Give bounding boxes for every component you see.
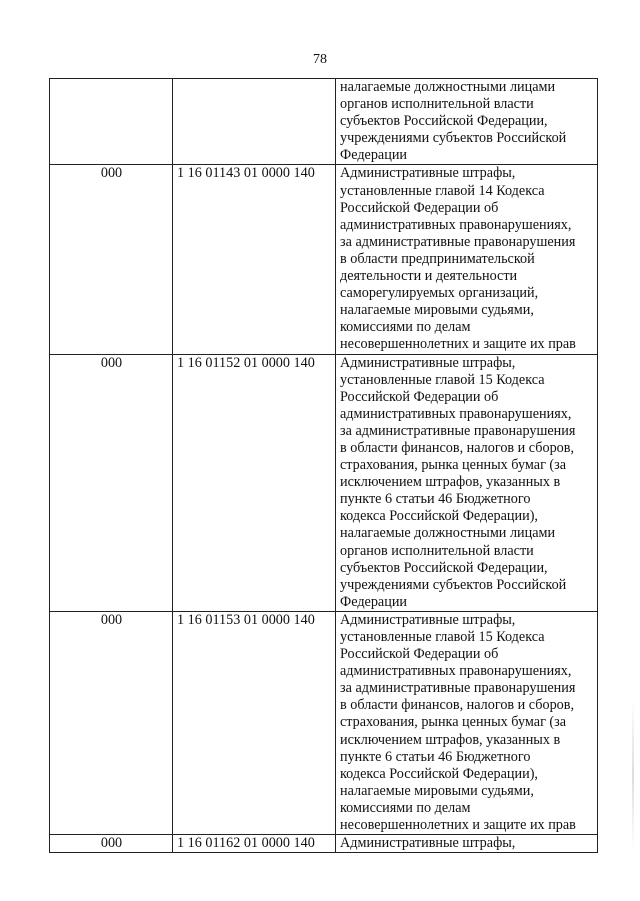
- description-line: страхования, рынка ценных бумаг (за: [340, 714, 567, 731]
- description-line: кодекса Российской Федерации),: [340, 508, 538, 525]
- description-line: налагаемые должностными лицами: [340, 79, 556, 95]
- description-line: налагаемые мировыми судьями,: [340, 782, 534, 799]
- admin-code-cell: 000: [50, 165, 173, 354]
- admin-code-cell: 000: [50, 354, 173, 611]
- description-line: за административные правонарушения: [340, 233, 576, 250]
- description-line: установленные главой 15 Кодекса: [340, 629, 545, 645]
- description-line: несовершеннолетних и защите их прав: [340, 817, 576, 834]
- table-row: [50, 611, 598, 834]
- table-row: [50, 165, 598, 354]
- description-line: административных правонарушениях,: [340, 216, 572, 233]
- table-row: [50, 835, 598, 853]
- description-line: несовершеннолетних и защите их прав: [340, 336, 576, 353]
- description-line: исключением штрафов, указанных в: [340, 474, 561, 491]
- description-line: исключением штрафов, указанных в: [340, 731, 561, 748]
- description-cell: [336, 165, 598, 354]
- kbk-code-cell: 1 16 01143 01 0000 140: [173, 165, 336, 354]
- description-cell: [336, 835, 598, 853]
- page-number: 78: [313, 52, 327, 67]
- description-line: саморегулируемых организаций,: [340, 285, 539, 302]
- description-line: установленные главой 14 Кодекса: [340, 182, 545, 199]
- description-line: учреждениями субъектов Российской: [340, 576, 567, 593]
- description-line: комиссиями по делам: [340, 319, 471, 336]
- kbk-code-cell: [173, 79, 336, 165]
- description-line: Административные штрафы,: [340, 354, 516, 371]
- description-line: субъектов Российской Федерации,: [340, 113, 548, 130]
- description-line: кодекса Российской Федерации),: [340, 765, 538, 782]
- description-line: налагаемые должностными лицами: [340, 525, 556, 542]
- description-line: в области финансов, налогов и сборов,: [340, 697, 575, 714]
- description-line: Федерации: [340, 593, 408, 610]
- description-line: в области предпринимательской: [340, 250, 535, 267]
- description-line: за административные правонарушения: [340, 422, 576, 439]
- description-line: пункте 6 статьи 46 Бюджетного: [340, 491, 531, 508]
- admin-code-cell: [50, 79, 173, 165]
- kbk-code-cell: 1 16 01162 01 0000 140: [173, 835, 336, 853]
- kbk-code-cell: 1 16 01152 01 0000 140: [173, 354, 336, 611]
- description-line: в области финансов, налогов и сборов,: [340, 439, 575, 456]
- admin-code-cell: 000: [50, 611, 173, 834]
- description-line: Российской Федерации об: [340, 199, 499, 216]
- description-line: органов исполнительной власти: [340, 96, 534, 113]
- description-line: административных правонарушениях,: [340, 405, 572, 422]
- description-line: установленные главой 15 Кодекса: [340, 371, 545, 388]
- description-line: Российской Федерации об: [340, 388, 499, 405]
- table-row: [50, 79, 598, 165]
- description-line: Административные штрафы,: [340, 165, 516, 182]
- description-line: страхования, рынка ценных бумаг (за: [340, 457, 567, 474]
- description-line: деятельности и деятельности: [340, 268, 518, 285]
- description-line: административных правонарушениях,: [340, 663, 572, 680]
- description-line: налагаемые мировыми судьями,: [340, 302, 534, 319]
- description-cell: [336, 354, 598, 611]
- admin-code-cell: 000: [50, 835, 173, 853]
- scan-edge-shadow: [632, 700, 634, 850]
- description-line: Административные штрафы,: [340, 611, 516, 628]
- description-line: Административные штрафы,: [340, 835, 516, 852]
- description-line: учреждениями субъектов Российской: [340, 130, 567, 147]
- description-line: за административные правонарушения: [340, 680, 576, 697]
- kbk-code-cell: 1 16 01153 01 0000 140: [173, 611, 336, 834]
- description-cell: [336, 611, 598, 834]
- description-line: Российской Федерации об: [340, 646, 499, 663]
- description-line: Федерации: [340, 147, 408, 164]
- description-line: пункте 6 статьи 46 Бюджетного: [340, 748, 531, 765]
- budget-codes-table: [49, 78, 598, 853]
- description-line: комиссиями по делам: [340, 799, 471, 816]
- description-line: органов исполнительной власти: [340, 542, 534, 559]
- description-cell: [336, 79, 598, 165]
- table-row: [50, 354, 598, 611]
- description-line: субъектов Российской Федерации,: [340, 559, 548, 576]
